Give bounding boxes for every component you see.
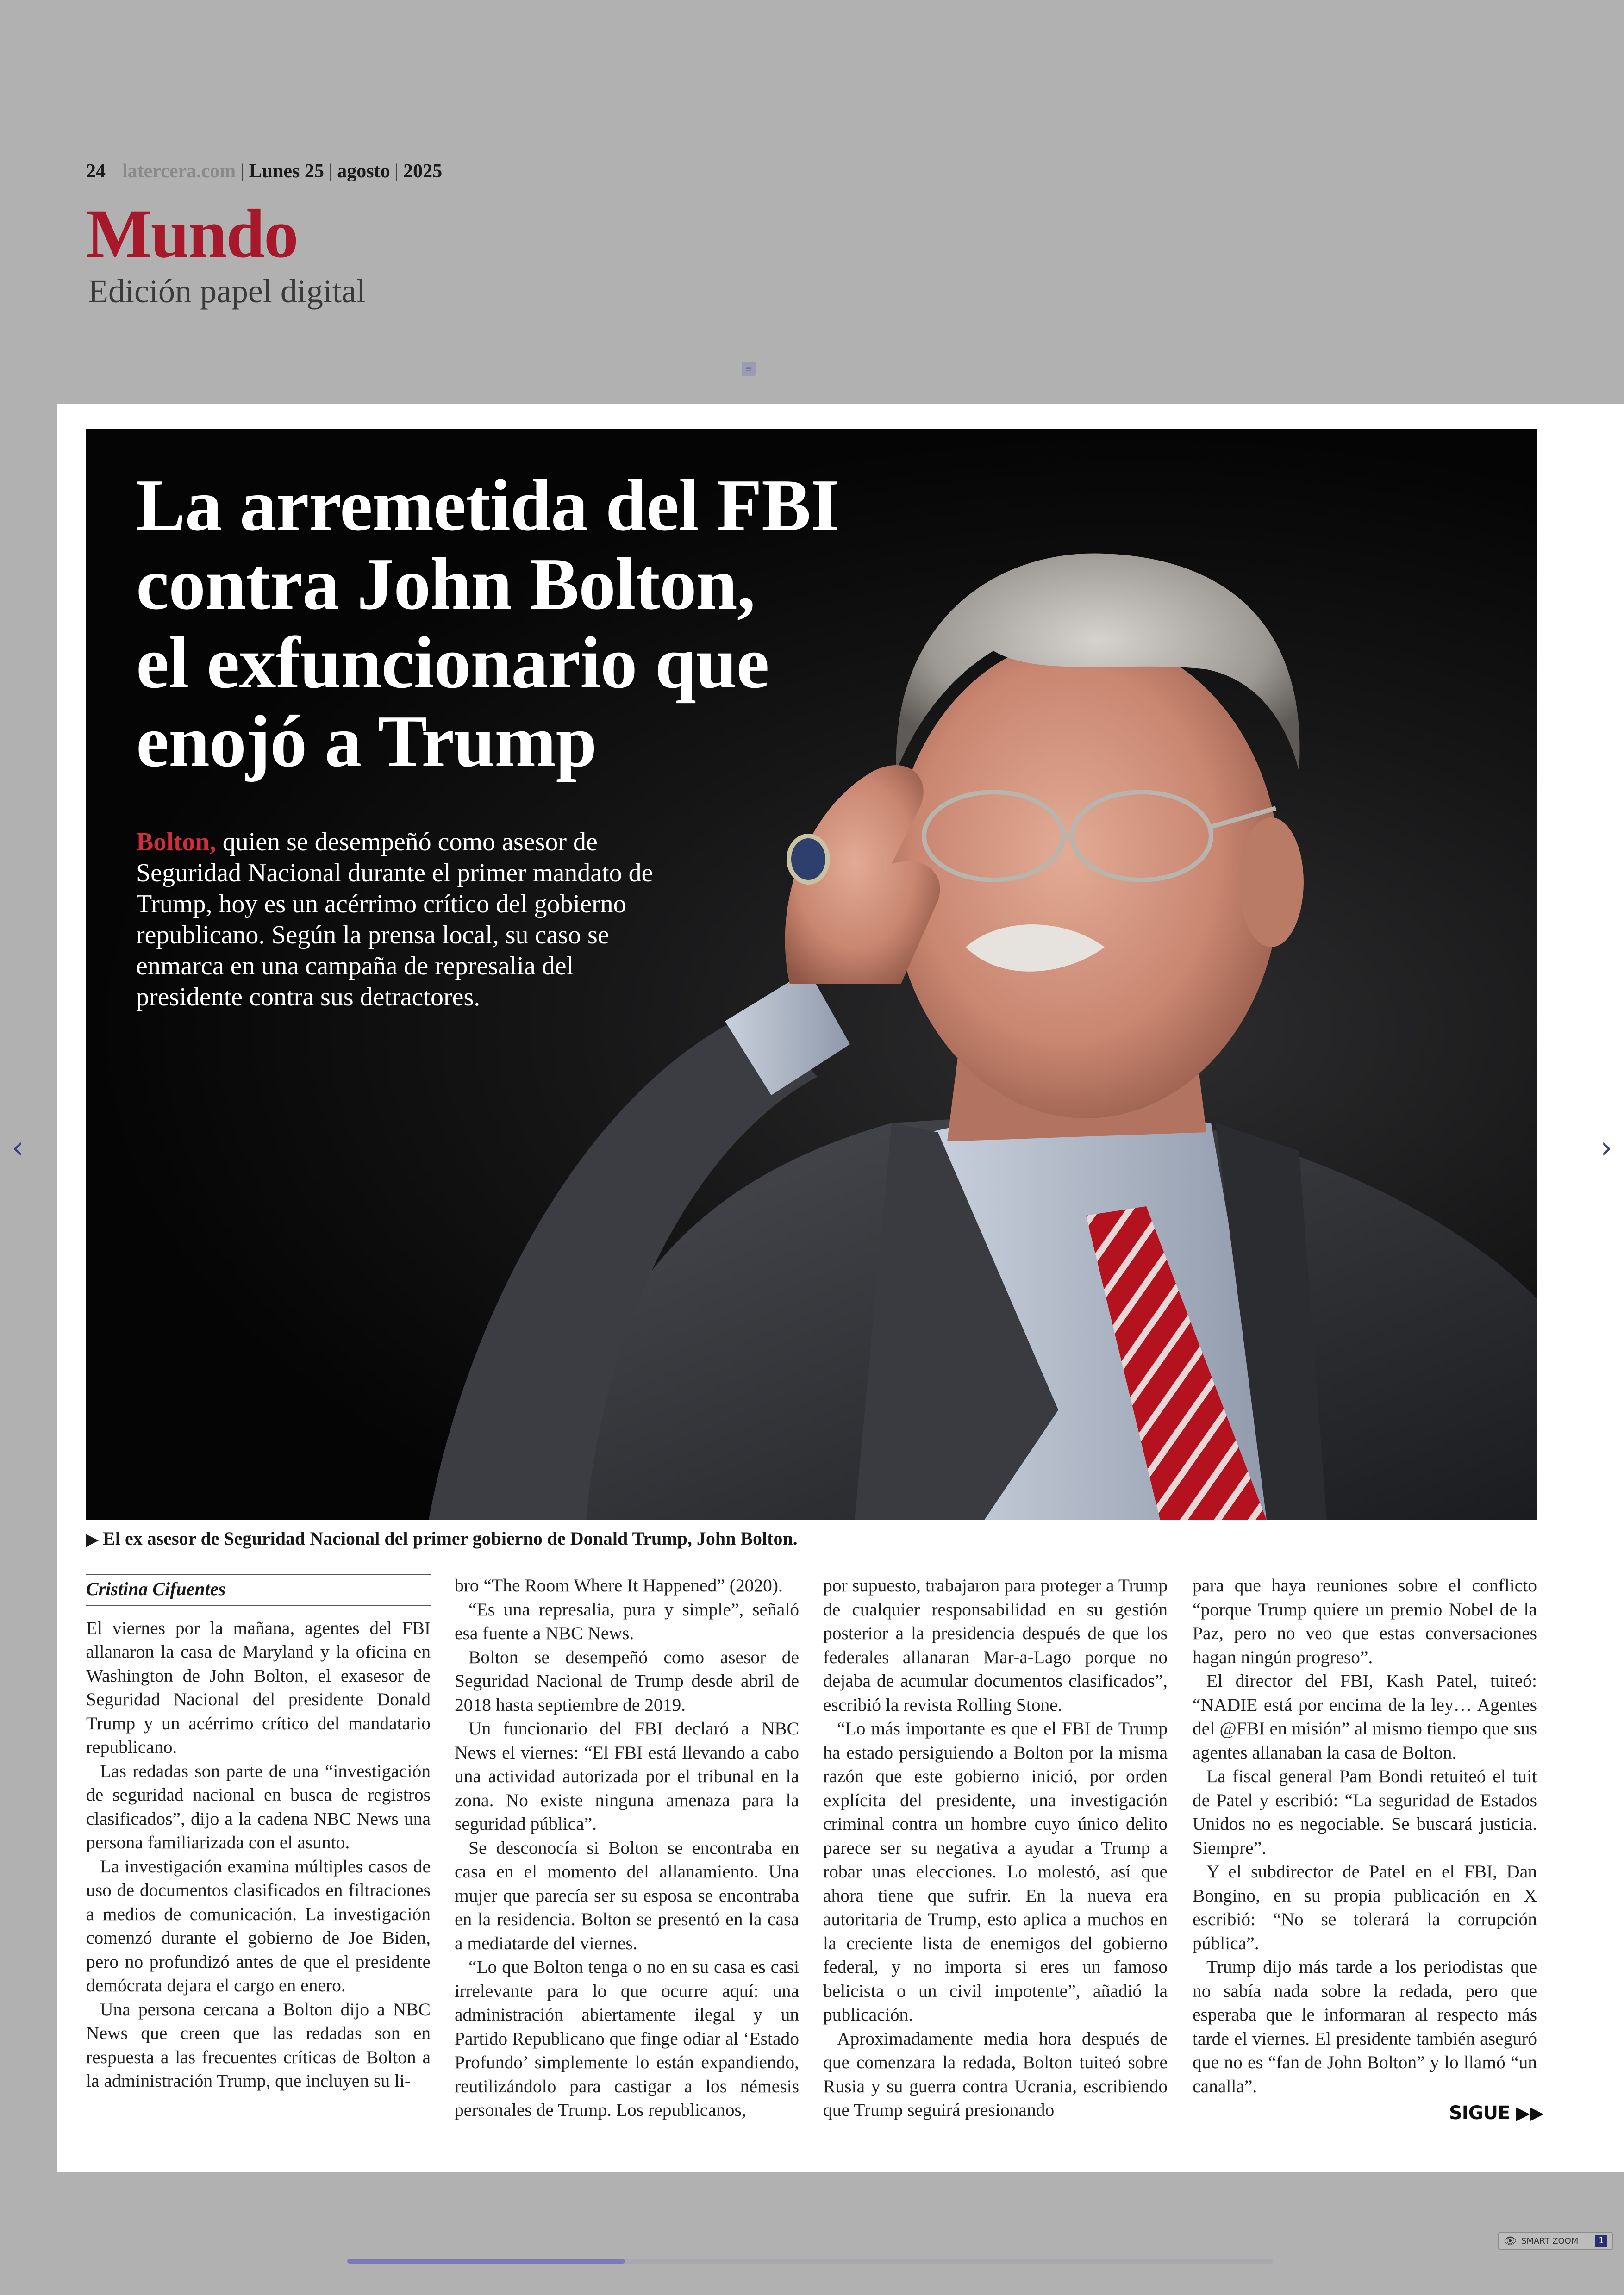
edition-subtitle: Edición papel digital [88, 273, 366, 310]
issue-year: 2025 [403, 161, 443, 182]
paragraph: Una persona cercana a Bolton dijo a NBC News que creen que las redadas son en respuesta a las frecuentes críticas de Bolton a la administración Trump, que incluyen su li- [86, 1999, 431, 2091]
headline-line: el exfuncionario que [136, 621, 769, 704]
paragraph: Se desconocía si Bolton se encontraba en casa en el momento del allanamiento. Una mujer que parecía ser su esposa se encontraba en la residencia. Bolton se presentó en la casa a mediatarde del viernes. [455, 1837, 799, 1953]
paragraph: La investigación examina múltiples casos de uso de documentos clasificados en filtraciones a medios de comunicación. La investigación comenzó durante el gobierno de Joe Biden, pero no profundizó antes de que el presidente demócrata dejara el cargo en enero. [86, 1856, 431, 1996]
lead-highlight: Bolton, [136, 828, 216, 856]
eye-icon: 👁 [1504, 2235, 1517, 2247]
page-marker-icon[interactable]: ≡ [742, 362, 756, 376]
newspaper-page [57, 404, 1624, 2172]
paragraph: Trump dijo más tarde a los periodistas que no sabía nada sobre la redada, pero que esperaba que le informaran al respecto más tarde el viernes. El presidente también aseguró que no es “fan de John Bolton” y lo llamó “un canalla”. [1193, 1957, 1537, 2096]
lead-text: quien se desempeñó como asesor de Seguridad Nacional durante el primer mandato de Trump, hoy es un acérrimo crítico del gobierno republicano. Según la prensa local, su caso se enmarca en una campaña de represalia del presidente contra sus detractores. [136, 828, 653, 1011]
smart-zoom-button[interactable] [1498, 2232, 1613, 2250]
headline-line: enojó a Trump [136, 700, 597, 782]
text-column-4 [1193, 1574, 1537, 2098]
next-page-arrow-icon[interactable]: › [1600, 1131, 1612, 1165]
paragraph: Bolton se desempeñó como asesor de Seguridad Nacional de Trump desde abril de 2018 hasta septiembre de 2019. [455, 1646, 799, 1715]
page-progress-bar[interactable] [347, 2259, 1273, 2264]
paragraph: El director del FBI, Kash Patel, tuiteó: “NADIE está por encima de la ley… Agentes del @FBI en misión” al mismo tiempo que sus agentes allanaban la casa de Bolton. [1193, 1671, 1537, 1763]
byline: Cristina Cifuentes [86, 1574, 431, 1606]
caption-marker-icon: ▶ [86, 1531, 99, 1548]
paragraph: “Lo más importante es que el FBI de Trump ha estado persiguiendo a Bolton por la misma razón que este gobierno inició, por orden explícita del presidente, una investigación criminal contra un hombre cuyo único delito parece ser su negativa a ayudar a Trump a robar unas elecciones. Lo molestó, así que ahora tiene que sufrir. En la nueva era autoritaria de Trump, esto aplica a muchos en la creciente lista de enemigos del gobierno federal, y no importa si eres un famoso belicista o un civil impotente”, añadió la publicación. [823, 1718, 1168, 2025]
prev-page-arrow-icon[interactable]: ‹ [12, 1131, 24, 1165]
smart-zoom-label: SMART ZOOM [1521, 2236, 1579, 2246]
paragraph: bro “The Room Where It Happened” (2020). [455, 1575, 783, 1596]
text-column-2 [455, 1574, 799, 2122]
headline [136, 466, 969, 780]
issue-day: Lunes 25 [249, 161, 324, 182]
paragraph: “Es una represalia, pura y simple”, señaló esa fuente a NBC News. [455, 1599, 799, 1643]
paragraph: “Lo que Bolton tenga o no en su casa es casi irrelevante para lo que ocurre aquí: una administración abiertamente ilegal y un Partido Republicano que finge odiar al ‘Estado Profundo’ simplemente lo están expandiendo, reutilizándolo para castigar a los némesis personales de Trump. Los republicanos, [455, 1957, 799, 2120]
site-name: latercera.com [122, 161, 236, 182]
text-column-3 [823, 1574, 1168, 2122]
lead-paragraph [136, 827, 668, 1013]
page-progress-fill [347, 2259, 625, 2264]
page-number: 24 [86, 161, 106, 182]
paragraph: Las redadas son parte de una “investigación de seguridad nacional en busca de registros clasificados”, dijo a la cadena NBC News una persona familiarizada con el asunto. [86, 1760, 431, 1852]
paragraph: Aproximadamente media hora después de que comenzara la redada, Bolton tuiteó sobre Rusia y su guerra contra Ucrania, escribiendo que Trump seguirá presionando [823, 2028, 1168, 2120]
smart-zoom-count: 1 [1595, 2235, 1607, 2247]
text-column-1 [86, 1574, 431, 2093]
continue-link[interactable]: SIGUE ▶▶ [1449, 2102, 1543, 2124]
headline-line: La arremetida del FBI [136, 464, 839, 546]
headline-line: contra John Bolton, [136, 543, 755, 625]
paragraph: por supuesto, trabajaron para proteger a Trump de cualquier responsabilidad en su gestión posterior a la presidencia después de que los federales allanaran Mar-a-Lago porque no dejaba de acumular documentos clasificados”, escribió la revista Rolling Stone. [823, 1575, 1168, 1715]
photo-caption [86, 1528, 1521, 1549]
section-title: Mundo [86, 195, 298, 272]
masthead-line: 24 latercera.com | Lunes 25 | agosto | 2025 [86, 161, 443, 182]
hero-photo [86, 429, 1537, 1520]
paragraph: El viernes por la mañana, agentes del FBI allanaron la casa de Maryland y la oficina en Washington de John Bolton, el exasesor de Seguridad Nacional del presidente Donald Trump y un acérrimo crítico del mandatario republicano. [86, 1617, 431, 1757]
paragraph: Y el subdirector de Patel en el FBI, Dan Bongino, en su propia publicación en X escribió: “No se tolerará la corrupción pública”. [1193, 1861, 1537, 1953]
paragraph: La fiscal general Pam Bondi retuiteó el tuit de Patel y escribió: “La seguridad de Estados Unidos no es negociable. Se buscará justicia. Siempre”. [1193, 1766, 1537, 1858]
paragraph: Un funcionario del FBI declaró a NBC News el viernes: “El FBI está llevando a cabo una actividad autorizada por el tribunal en la zona. No existe ninguna amenaza para la seguridad pública”. [455, 1718, 799, 1834]
caption-text: El ex asesor de Seguridad Nacional del primer gobierno de Donald Trump, John Bolton. [103, 1528, 798, 1549]
issue-month: agosto [337, 161, 390, 182]
paragraph: para que haya reuniones sobre el conflicto “porque Trump quiere un premio Nobel de la Paz, pero no veo que estas conversaciones hagan ningún progreso”. [1193, 1575, 1537, 1667]
